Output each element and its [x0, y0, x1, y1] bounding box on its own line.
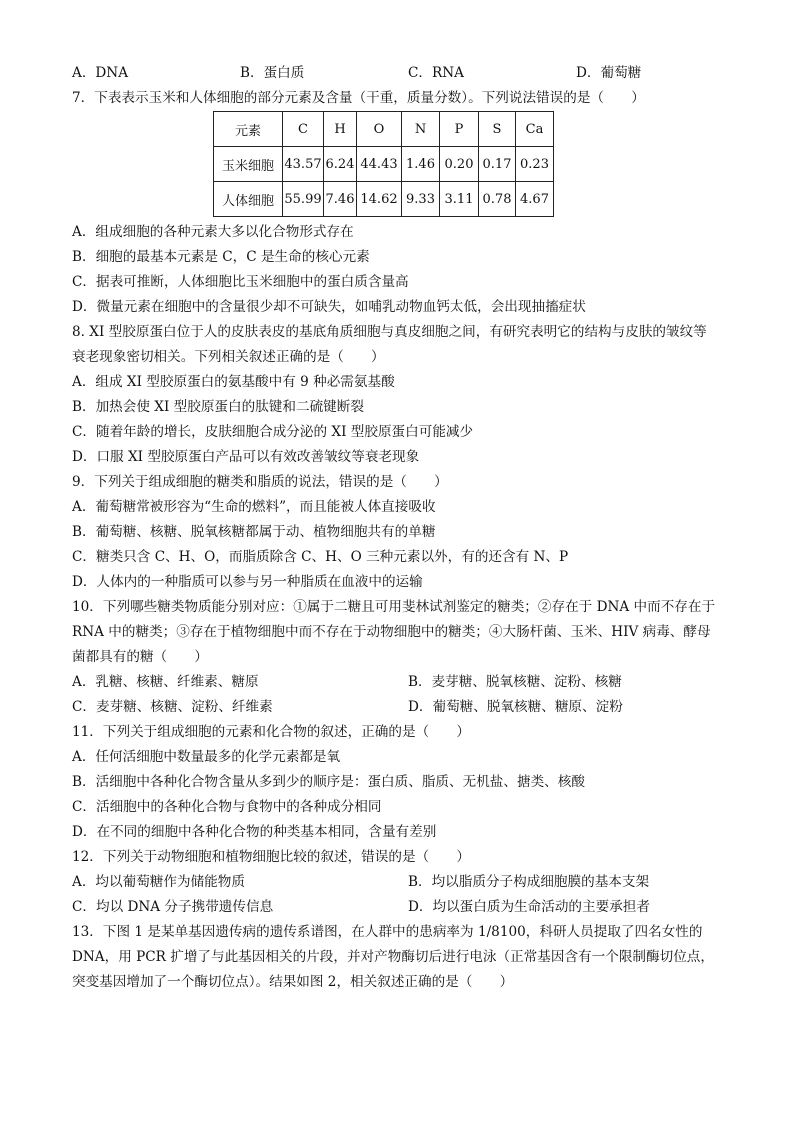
table-cell: 7.46	[324, 182, 357, 217]
table-cell: 0.78	[479, 182, 516, 217]
table-header-cell: C	[283, 112, 324, 147]
table-header-row	[214, 112, 554, 147]
q6-option-c: C．RNA	[408, 65, 464, 81]
q10-stem-line: 10．下列哪些糖类物质能分别对应：①属于二糖且可用斐林试剂鉴定的糖类；②存在于 DNA 中而不存在于	[72, 599, 716, 615]
q11-option-d: D．在不同的细胞中各种化合物的种类基本相同，含量有差别	[72, 824, 437, 840]
table-header-cell: N	[402, 112, 440, 147]
q8-option-a: A．组成 XI 型胶原蛋白的氨基酸中有 9 种必需氨基酸	[72, 374, 395, 390]
q10-option-b: B．麦芽糖、脱氧核糖、淀粉、核糖	[408, 674, 622, 690]
table-cell: 55.99	[283, 182, 324, 217]
q13-stem-line: 13．下图 1 是某单基因遗传病的遗传系谱图，在人群中的患病率为 1/8100，科研人员提取了四名女性的	[72, 924, 703, 940]
table-header-cell: P	[440, 112, 479, 147]
q9-option-c: C．糖类只含 C、H、O，而脂质除含 C、H、O 三种元素以外，有的还含有 N、P	[72, 549, 569, 565]
q7-option-c: C．据表可推断，人体细胞比玉米细胞中的蛋白质含量高	[72, 274, 409, 290]
table-cell: 43.57	[283, 147, 324, 182]
table-header-cell: O	[357, 112, 402, 147]
q12-stem: 12．下列关于动物细胞和植物细胞比较的叙述，错误的是（ ）	[72, 849, 470, 865]
q10-stem-line: 菌都具有的糖（ ）	[72, 649, 208, 665]
q6-option-b: B．蛋白质	[240, 65, 305, 81]
table-cell: 玉米细胞	[214, 147, 283, 182]
q7-option-d: D．微量元素在细胞中的含量很少却不可缺失，如哺乳动物血钙太低，会出现抽搐症状	[72, 299, 586, 315]
table-row	[214, 182, 554, 217]
q8-stem-line: 衰老现象密切相关。下列相关叙述正确的是（ ）	[72, 349, 385, 365]
q6-option-d: D．葡萄糖	[576, 65, 642, 81]
table-cell: 0.23	[516, 147, 554, 182]
q9-option-b: B．葡萄糖、核糖、脱氧核糖都属于动、植物细胞共有的单糖	[72, 524, 436, 540]
q11-option-b: B．活细胞中各种化合物含量从多到少的顺序是：蛋白质、脂质、无机盐、搪类、核酸	[72, 774, 585, 790]
q9-stem: 9．下列关于组成细胞的糖类和脂质的说法，错误的是（ ）	[72, 474, 448, 490]
q8-stem-line: 8. XI 型胶原蛋白位于人的皮肤表皮的基底角质细胞与真皮细胞之间，有研究表明它的结构与皮肤的皱纹等	[72, 324, 707, 340]
q12-option-a: A．均以葡萄糖作为储能物质	[72, 874, 245, 890]
element-content-table	[213, 111, 554, 217]
table-row	[214, 147, 554, 182]
q12-option-d: D．均以蛋白质为生命活动的主要承担者	[408, 899, 650, 915]
table-cell: 0.17	[479, 147, 516, 182]
q10-option-a: A．乳糖、核糖、纤维素、糖原	[72, 674, 259, 690]
table-cell: 0.20	[440, 147, 479, 182]
table-cell: 6.24	[324, 147, 357, 182]
q13-stem-line: 突变基因增加了一个酶切位点）。结果如图 2，相关叙述正确的是（ ）	[72, 974, 514, 990]
q7-option-b: B．细胞的最基本元素是 C，C 是生命的核心元素	[72, 249, 370, 265]
q11-option-a: A．任何活细胞中数量最多的化学元素都是氧	[72, 749, 341, 765]
q9-option-a: A．葡萄糖常被形容为“生命的燃料”，而且能被人体直接吸收	[72, 499, 436, 515]
table-cell: 4.67	[516, 182, 554, 217]
q10-option-c: C．麦芽糖、核糖、淀粉、纤维素	[72, 699, 273, 715]
q12-option-c: C．均以 DNA 分子携带遗传信息	[72, 899, 274, 915]
table-cell: 44.43	[357, 147, 402, 182]
table-cell: 3.11	[440, 182, 479, 217]
table-header-cell: Ca	[516, 112, 554, 147]
q8-option-c: C．随着年龄的增长，皮肤细胞合成分泌的 XI 型胶原蛋白可能减少	[72, 424, 474, 440]
table-cell: 人体细胞	[214, 182, 283, 217]
q7-option-a: A．组成细胞的各种元素大多以化合物形式存在	[72, 224, 354, 240]
q6-option-a: A．DNA	[72, 65, 129, 81]
q11-stem: 11．下列关于组成细胞的元素和化合物的叙述，正确的是（ ）	[72, 724, 470, 740]
q11-option-c: C．活细胞中的各种化合物与食物中的各种成分相同	[72, 799, 382, 815]
table-header-cell: H	[324, 112, 357, 147]
q9-option-d: D．人体内的一种脂质可以参与另一种脂质在血液中的运输	[72, 574, 423, 590]
q8-option-d: D．口服 XI 型胶原蛋白产品可以有效改善皱纹等衰老现象	[72, 449, 420, 465]
table-header-cell: 元素	[214, 112, 283, 147]
table-header-cell: S	[479, 112, 516, 147]
q7-stem: 7．下表表示玉米和人体细胞的部分元素及含量（干重，质量分数）。下列说法错误的是（ ）	[72, 90, 645, 106]
q13-stem-line: DNA，用 PCR 扩增了与此基因相关的片段，并对产物酶切后进行电泳（正常基因含有一个限制酶切位点，	[72, 949, 714, 965]
table-cell: 1.46	[402, 147, 440, 182]
table-cell: 14.62	[357, 182, 402, 217]
q10-option-d: D．葡萄糖、脱氧核糖、糖原、淀粉	[408, 699, 623, 715]
q12-option-b: B．均以脂质分子构成细胞膜的基本支架	[408, 874, 650, 890]
table-cell: 9.33	[402, 182, 440, 217]
q10-stem-line: RNA 中的糖类；③存在于植物细胞中而不存在于动物细胞中的糖类；④大肠杆菌、玉米、HIV 病毒、酵母	[72, 624, 711, 640]
q8-option-b: B．加热会使 XI 型胶原蛋白的肽键和二硫键断裂	[72, 399, 364, 415]
